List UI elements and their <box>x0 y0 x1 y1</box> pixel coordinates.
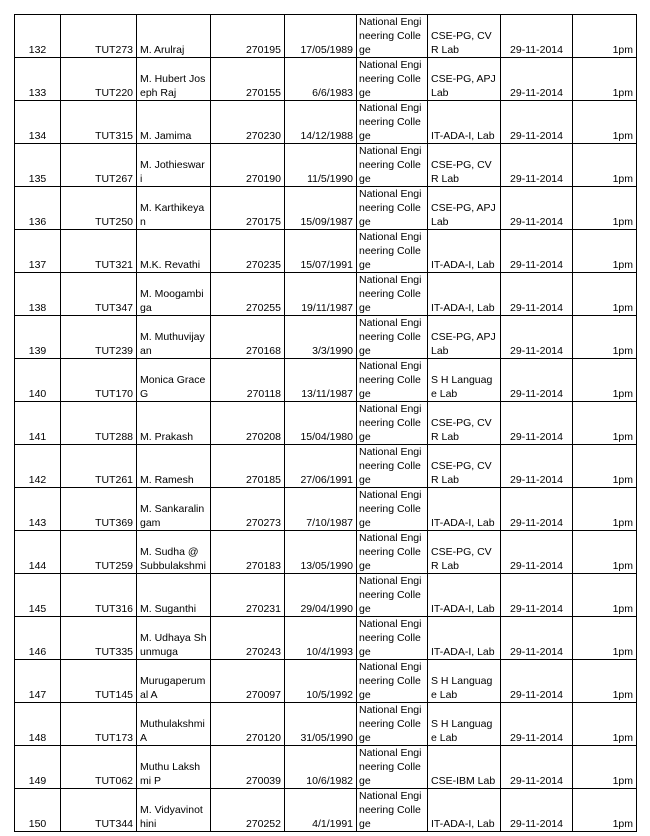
table-row <box>15 402 637 445</box>
table-row <box>15 574 637 617</box>
candidate-code-cell: TUT273 <box>61 15 137 58</box>
candidate-name-cell: M. Prakash <box>137 402 211 445</box>
candidate-code-cell: TUT315 <box>61 101 137 144</box>
exam-time-cell: 1pm <box>573 101 637 144</box>
table-row <box>15 273 637 316</box>
lab-cell: IT-ADA-I, Lab <box>428 230 501 273</box>
lab-cell: CSE-PG, CVR Lab <box>428 402 501 445</box>
exam-time-cell: 1pm <box>573 574 637 617</box>
table-row <box>15 746 637 789</box>
exam-time-cell: 1pm <box>573 273 637 316</box>
table-body <box>15 15 637 832</box>
exam-allocation-table <box>14 14 637 832</box>
lab-cell: CSE-PG, CVR Lab <box>428 531 501 574</box>
date-of-birth-cell: 13/05/1990 <box>285 531 357 574</box>
exam-date-cell: 29-11-2014 <box>501 660 573 703</box>
candidate-code-cell: TUT267 <box>61 144 137 187</box>
candidate-name-cell: M. Sankaralingam <box>137 488 211 531</box>
exam-time-cell: 1pm <box>573 789 637 832</box>
table-row <box>15 101 637 144</box>
register-number-cell: 270183 <box>211 531 285 574</box>
serial-number-cell: 133 <box>15 58 61 101</box>
date-of-birth-cell: 14/12/1988 <box>285 101 357 144</box>
table-row <box>15 703 637 746</box>
date-of-birth-cell: 10/5/1992 <box>285 660 357 703</box>
candidate-code-cell: TUT261 <box>61 445 137 488</box>
serial-number-cell: 136 <box>15 187 61 230</box>
venue-cell: National Engineering College <box>357 144 428 187</box>
table-row <box>15 660 637 703</box>
lab-cell: CSE-PG, CVR Lab <box>428 445 501 488</box>
candidate-name-cell: M. Muthuvijayan <box>137 316 211 359</box>
serial-number-cell: 140 <box>15 359 61 402</box>
candidate-name-cell: M. Sudha @ Subbulakshmi <box>137 531 211 574</box>
date-of-birth-cell: 6/6/1983 <box>285 58 357 101</box>
lab-cell: S H Language Lab <box>428 703 501 746</box>
lab-cell: CSE-PG, CVR Lab <box>428 144 501 187</box>
exam-date-cell: 29-11-2014 <box>501 273 573 316</box>
exam-date-cell: 29-11-2014 <box>501 15 573 58</box>
register-number-cell: 270185 <box>211 445 285 488</box>
table-row <box>15 58 637 101</box>
venue-cell: National Engineering College <box>357 359 428 402</box>
candidate-code-cell: TUT347 <box>61 273 137 316</box>
date-of-birth-cell: 10/4/1993 <box>285 617 357 660</box>
venue-cell: National Engineering College <box>357 531 428 574</box>
serial-number-cell: 137 <box>15 230 61 273</box>
candidate-code-cell: TUT335 <box>61 617 137 660</box>
table-row <box>15 789 637 832</box>
serial-number-cell: 148 <box>15 703 61 746</box>
table-row <box>15 359 637 402</box>
candidate-name-cell: M. Suganthi <box>137 574 211 617</box>
venue-cell: National Engineering College <box>357 445 428 488</box>
serial-number-cell: 138 <box>15 273 61 316</box>
lab-cell: IT-ADA-I, Lab <box>428 488 501 531</box>
exam-date-cell: 29-11-2014 <box>501 316 573 359</box>
serial-number-cell: 146 <box>15 617 61 660</box>
lab-cell: S H Language Lab <box>428 660 501 703</box>
candidate-name-cell: Muthu Lakshmi P <box>137 746 211 789</box>
exam-date-cell: 29-11-2014 <box>501 789 573 832</box>
exam-date-cell: 29-11-2014 <box>501 230 573 273</box>
candidate-code-cell: TUT239 <box>61 316 137 359</box>
candidate-name-cell: M. Arulraj <box>137 15 211 58</box>
serial-number-cell: 134 <box>15 101 61 144</box>
exam-time-cell: 1pm <box>573 531 637 574</box>
exam-date-cell: 29-11-2014 <box>501 359 573 402</box>
serial-number-cell: 142 <box>15 445 61 488</box>
candidate-code-cell: TUT062 <box>61 746 137 789</box>
serial-number-cell: 135 <box>15 144 61 187</box>
exam-date-cell: 29-11-2014 <box>501 531 573 574</box>
exam-date-cell: 29-11-2014 <box>501 402 573 445</box>
date-of-birth-cell: 13/11/1987 <box>285 359 357 402</box>
date-of-birth-cell: 4/1/1991 <box>285 789 357 832</box>
table-row <box>15 144 637 187</box>
lab-cell: IT-ADA-I, Lab <box>428 101 501 144</box>
table-row <box>15 187 637 230</box>
exam-date-cell: 29-11-2014 <box>501 187 573 230</box>
candidate-name-cell: M. Jothieswari <box>137 144 211 187</box>
exam-time-cell: 1pm <box>573 402 637 445</box>
candidate-code-cell: TUT288 <box>61 402 137 445</box>
lab-cell: IT-ADA-I, Lab <box>428 273 501 316</box>
serial-number-cell: 141 <box>15 402 61 445</box>
lab-cell: CSE-PG, APJ Lab <box>428 187 501 230</box>
date-of-birth-cell: 15/07/1991 <box>285 230 357 273</box>
serial-number-cell: 132 <box>15 15 61 58</box>
exam-date-cell: 29-11-2014 <box>501 488 573 531</box>
candidate-code-cell: TUT316 <box>61 574 137 617</box>
venue-cell: National Engineering College <box>357 187 428 230</box>
table-row <box>15 316 637 359</box>
date-of-birth-cell: 19/11/1987 <box>285 273 357 316</box>
venue-cell: National Engineering College <box>357 660 428 703</box>
venue-cell: National Engineering College <box>357 746 428 789</box>
register-number-cell: 270190 <box>211 144 285 187</box>
candidate-name-cell: M. Udhaya Shunmuga <box>137 617 211 660</box>
exam-time-cell: 1pm <box>573 359 637 402</box>
register-number-cell: 270243 <box>211 617 285 660</box>
lab-cell: IT-ADA-I, Lab <box>428 574 501 617</box>
venue-cell: National Engineering College <box>357 574 428 617</box>
register-number-cell: 270097 <box>211 660 285 703</box>
exam-date-cell: 29-11-2014 <box>501 445 573 488</box>
candidate-code-cell: TUT369 <box>61 488 137 531</box>
lab-cell: CSE-IBM Lab <box>428 746 501 789</box>
exam-date-cell: 29-11-2014 <box>501 703 573 746</box>
serial-number-cell: 145 <box>15 574 61 617</box>
candidate-name-cell: Murugaperumal A <box>137 660 211 703</box>
candidate-code-cell: TUT344 <box>61 789 137 832</box>
candidate-name-cell: M. Ramesh <box>137 445 211 488</box>
table-row <box>15 230 637 273</box>
table-row <box>15 531 637 574</box>
date-of-birth-cell: 7/10/1987 <box>285 488 357 531</box>
lab-cell: CSE-PG, APJ Lab <box>428 316 501 359</box>
serial-number-cell: 139 <box>15 316 61 359</box>
table-row <box>15 617 637 660</box>
exam-time-cell: 1pm <box>573 230 637 273</box>
exam-date-cell: 29-11-2014 <box>501 574 573 617</box>
register-number-cell: 270155 <box>211 58 285 101</box>
exam-time-cell: 1pm <box>573 58 637 101</box>
exam-date-cell: 29-11-2014 <box>501 746 573 789</box>
candidate-name-cell: M. Moogambiga <box>137 273 211 316</box>
lab-cell: S H Language Lab <box>428 359 501 402</box>
table-row <box>15 488 637 531</box>
date-of-birth-cell: 15/09/1987 <box>285 187 357 230</box>
serial-number-cell: 147 <box>15 660 61 703</box>
candidate-code-cell: TUT170 <box>61 359 137 402</box>
register-number-cell: 270039 <box>211 746 285 789</box>
date-of-birth-cell: 11/5/1990 <box>285 144 357 187</box>
candidate-name-cell: Muthulakshmi A <box>137 703 211 746</box>
register-number-cell: 270195 <box>211 15 285 58</box>
candidate-name-cell: M. Karthikeyan <box>137 187 211 230</box>
register-number-cell: 270168 <box>211 316 285 359</box>
venue-cell: National Engineering College <box>357 703 428 746</box>
register-number-cell: 270231 <box>211 574 285 617</box>
register-number-cell: 270252 <box>211 789 285 832</box>
venue-cell: National Engineering College <box>357 273 428 316</box>
venue-cell: National Engineering College <box>357 488 428 531</box>
register-number-cell: 270230 <box>211 101 285 144</box>
exam-date-cell: 29-11-2014 <box>501 101 573 144</box>
candidate-code-cell: TUT145 <box>61 660 137 703</box>
exam-time-cell: 1pm <box>573 746 637 789</box>
candidate-name-cell: M. Vidyavinothini <box>137 789 211 832</box>
exam-time-cell: 1pm <box>573 187 637 230</box>
table-row <box>15 445 637 488</box>
exam-time-cell: 1pm <box>573 703 637 746</box>
exam-time-cell: 1pm <box>573 445 637 488</box>
exam-time-cell: 1pm <box>573 617 637 660</box>
serial-number-cell: 149 <box>15 746 61 789</box>
exam-time-cell: 1pm <box>573 144 637 187</box>
register-number-cell: 270208 <box>211 402 285 445</box>
date-of-birth-cell: 29/04/1990 <box>285 574 357 617</box>
venue-cell: National Engineering College <box>357 789 428 832</box>
candidate-name-cell: M. Jamima <box>137 101 211 144</box>
exam-time-cell: 1pm <box>573 15 637 58</box>
exam-date-cell: 29-11-2014 <box>501 58 573 101</box>
candidate-code-cell: TUT250 <box>61 187 137 230</box>
date-of-birth-cell: 27/06/1991 <box>285 445 357 488</box>
lab-cell: CSE-PG, CVR Lab <box>428 15 501 58</box>
register-number-cell: 270255 <box>211 273 285 316</box>
exam-date-cell: 29-11-2014 <box>501 144 573 187</box>
lab-cell: CSE-PG, APJ Lab <box>428 58 501 101</box>
date-of-birth-cell: 31/05/1990 <box>285 703 357 746</box>
date-of-birth-cell: 15/04/1980 <box>285 402 357 445</box>
register-number-cell: 270235 <box>211 230 285 273</box>
date-of-birth-cell: 3/3/1990 <box>285 316 357 359</box>
candidate-code-cell: TUT321 <box>61 230 137 273</box>
exam-time-cell: 1pm <box>573 488 637 531</box>
candidate-code-cell: TUT220 <box>61 58 137 101</box>
candidate-name-cell: Monica Grace G <box>137 359 211 402</box>
venue-cell: National Engineering College <box>357 402 428 445</box>
lab-cell: IT-ADA-I, Lab <box>428 617 501 660</box>
venue-cell: National Engineering College <box>357 101 428 144</box>
table-row <box>15 15 637 58</box>
exam-time-cell: 1pm <box>573 316 637 359</box>
serial-number-cell: 143 <box>15 488 61 531</box>
register-number-cell: 270273 <box>211 488 285 531</box>
register-number-cell: 270118 <box>211 359 285 402</box>
register-number-cell: 270120 <box>211 703 285 746</box>
venue-cell: National Engineering College <box>357 15 428 58</box>
candidate-name-cell: M. Hubert Joseph Raj <box>137 58 211 101</box>
candidate-code-cell: TUT259 <box>61 531 137 574</box>
register-number-cell: 270175 <box>211 187 285 230</box>
serial-number-cell: 144 <box>15 531 61 574</box>
date-of-birth-cell: 17/05/1989 <box>285 15 357 58</box>
candidate-code-cell: TUT173 <box>61 703 137 746</box>
candidate-name-cell: M.K. Revathi <box>137 230 211 273</box>
date-of-birth-cell: 10/6/1982 <box>285 746 357 789</box>
exam-time-cell: 1pm <box>573 660 637 703</box>
venue-cell: National Engineering College <box>357 58 428 101</box>
venue-cell: National Engineering College <box>357 617 428 660</box>
serial-number-cell: 150 <box>15 789 61 832</box>
venue-cell: National Engineering College <box>357 316 428 359</box>
exam-date-cell: 29-11-2014 <box>501 617 573 660</box>
venue-cell: National Engineering College <box>357 230 428 273</box>
lab-cell: IT-ADA-I, Lab <box>428 789 501 832</box>
